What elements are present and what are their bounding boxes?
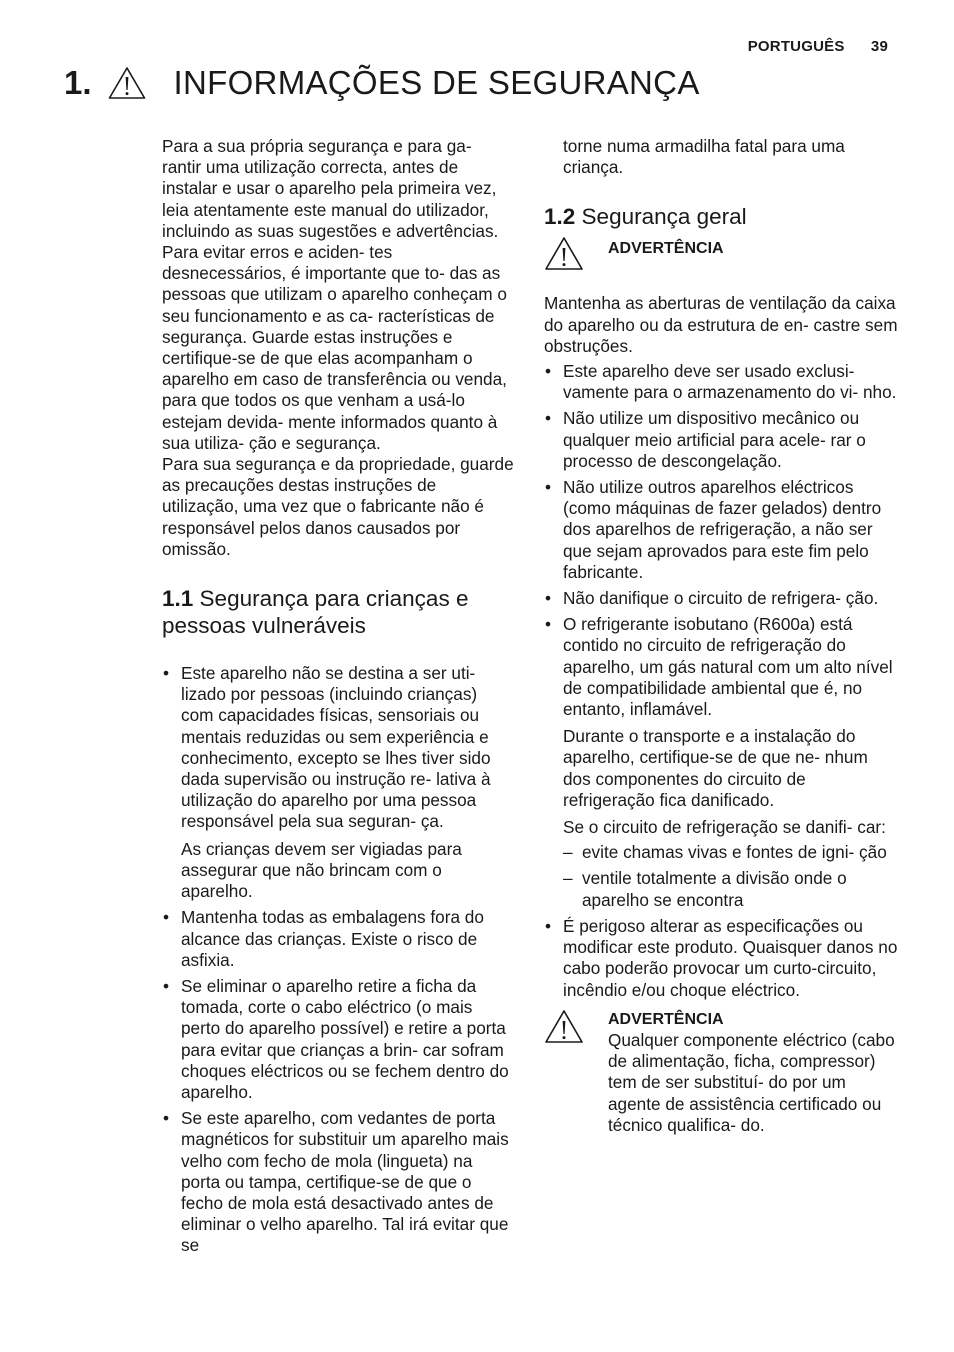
intro-paragraph: Para sua segurança e da propriedade, guarde as precauções destas instruções de utilização, uma vez que o fabricante não é responsável pelos danos causados por omissão. <box>162 454 514 559</box>
warning-triangle-icon <box>108 66 146 100</box>
page-number: 39 <box>870 38 888 55</box>
right-column <box>544 136 899 1136</box>
chapter-number: 1. <box>64 64 92 101</box>
left-column <box>162 136 514 1262</box>
list-item-text: • Este aparelho deve ser usado exclusi- vamente para o armazenamento do vi- nho. <box>563 361 897 403</box>
intro-paragraph: Para a sua própria segurança e para ga- rantir uma utilização correcta, antes de instalar e usar o aparelho pela primeira vez, leia atentamente este manual do utilizador, incluindo as suas sugestões e advertências. Para evitar erros e aciden- tes desnecessários, é importante que to- das as pessoas que utilizam o aparelho conheçam o seu funcionamento e as ca- racterísticas de segurança. Guarde estas instruções e certifique-se de que elas acompanham o aparelho em caso de transferência ou venda, para que todos os que venham a usá-lo estejam devida- mente informados quanto à sua utiliza- ção e segurança. <box>162 136 507 453</box>
list-item-continuation: torne numa armadilha fatal para uma criança. <box>563 136 845 178</box>
section-heading-1-2 <box>544 203 899 230</box>
list-item <box>544 408 899 472</box>
list-item <box>544 588 899 609</box>
section-number: 1.2 <box>544 204 576 230</box>
list-item <box>162 907 514 971</box>
warning-box <box>544 236 899 272</box>
page-header <box>748 38 888 55</box>
warning-triangle-icon <box>544 1009 608 1045</box>
dash-item: – ventile totalmente a divisão onde o aparelho se encontra <box>563 868 899 910</box>
list-item-text: • Este aparelho não se destina a ser uti- lizado por pessoas (incluindo crianças) com capacidades físicas, sensoriais ou mentais reduzidas ou sem experiência e conhecimento, excepto se lhes tiver sido dada supervisão ou instrução re- lativa à utilização do aparelho por uma pessoa responsável pela sua seguran- ça. <box>181 663 491 832</box>
general-safety-list <box>544 361 899 1001</box>
warning-content <box>608 1009 899 1136</box>
section-title: Segurança para crianças e pessoas vulneráveis <box>162 586 469 639</box>
warning-lead: Mantenha as aberturas de ventilação da caixa do aparelho ou da estrutura de en- castre sem obstruções. <box>544 293 898 356</box>
section-number: 1.1 <box>162 586 194 612</box>
list-item <box>544 361 899 403</box>
warning-triangle-icon <box>544 236 608 272</box>
dash-list <box>563 842 899 911</box>
list-item-note: As crianças devem ser vigiadas para assegurar que não brincam com o aparelho. <box>181 838 462 902</box>
warning-text: Qualquer componente eléctrico (cabo de alimentação, ficha, compressor) tem de ser substituí- do por um agente de assistência certificado ou técnico qualifica- do. <box>608 1029 895 1135</box>
list-item-text: • O refrigerante isobutano (R600a) está contido no circuito de refrigeração do aparelho, um gás natural com um alto nível de compatibilidade ambiental que é, no entanto, inflamável. <box>563 614 893 720</box>
list-item-text: • Se este aparelho, com vedantes de porta magnéticos for substituir um aparelho mais velho com fecho de mola (lingueta) na porta ou tampa, certifique-se de que o fecho de mola está desactivado antes de eliminar o velho aparelho. Tal irá evitar que se <box>181 1108 509 1256</box>
chapter-heading: INFORMAÇÕES DE SEGURANÇA <box>173 64 700 101</box>
list-item-text: • É perigoso alterar as especificações ou modificar este produto. Quaisquer danos no cabo poderão provocar um curto-circuito, incêndio e/ou choque eléctrico. <box>563 915 898 1000</box>
warning-box <box>544 1009 899 1136</box>
list-item-text: • Não utilize um dispositivo mecânico ou qualquer meio artificial para acele- rar o processo de descongelação. <box>563 408 866 471</box>
list-item-text: • Não utilize outros aparelhos eléctricos (como máquinas de fazer gelados) dentro dos aparelhos de refrigeração, a não ser que sejam aprovados para este fim pelo fabricante. <box>563 477 882 582</box>
list-item-text: • Mantenha todas as embalagens fora do alcance das crianças. Existe o risco de asfixia. <box>181 907 484 970</box>
dash-item: – evite chamas vivas e fontes de igni- ção <box>563 842 899 863</box>
list-item-note: Durante o transporte e a instalação do aparelho, certifique-se de que ne- nhum dos componentes do circuito de refrigeração fica danificado. <box>563 726 868 810</box>
language-label: PORTUGUÊS <box>747 38 845 55</box>
warning-label: ADVERTÊNCIA <box>608 1010 724 1028</box>
list-item <box>162 1108 514 1256</box>
list-item <box>162 663 514 902</box>
warning-label: ADVERTÊNCIA <box>608 240 724 258</box>
child-safety-list <box>162 663 514 1256</box>
list-item <box>162 976 514 1103</box>
list-item <box>544 916 899 1001</box>
section-title: Segurança geral <box>581 204 747 230</box>
list-item <box>544 477 899 583</box>
section-heading-1-1 <box>162 585 514 639</box>
list-item-note: Se o circuito de refrigeração se danifi- car: <box>563 817 886 838</box>
list-item-text: • Se eliminar o aparelho retire a ficha da tomada, corte o cabo eléctrico (o mais perto do aparelho possível) e retire a porta para evitar que crianças a brin- car sofram choques eléctricos ou se fechem dentro do aparelho. <box>181 975 509 1102</box>
list-item <box>544 614 899 911</box>
chapter-title <box>64 64 700 102</box>
list-item-text: • Não danifique o circuito de refrigera- ção. <box>563 588 879 609</box>
